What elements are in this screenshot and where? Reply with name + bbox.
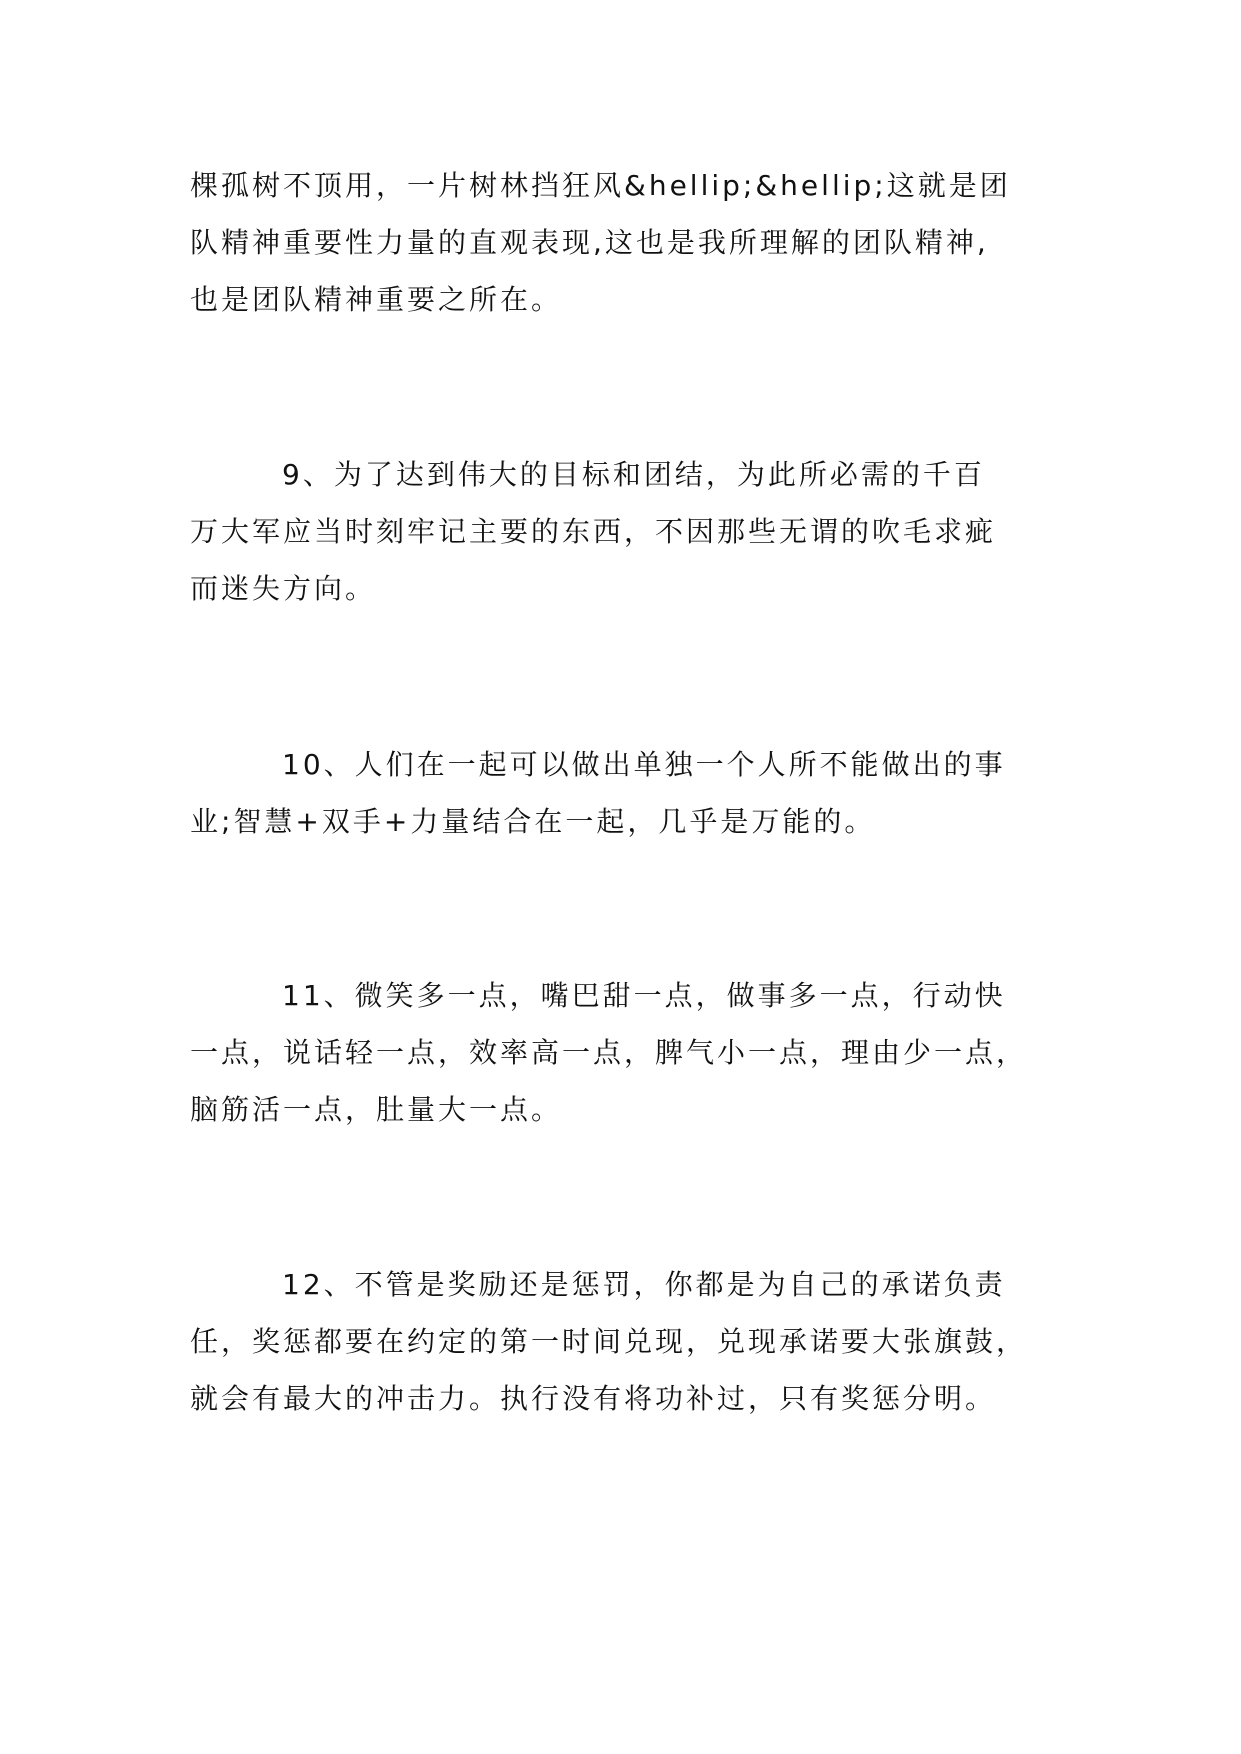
paragraph-line: 任，奖惩都要在约定的第一时间兑现，兑现承诺要大张旗鼓， [190,1325,1028,1358]
paragraph-line: 一点，说话轻一点，效率高一点，脾气小一点，理由少一点， [190,1036,1028,1069]
paragraph-line: 万大军应当时刻牢记主要的东西，不因那些无谓的吹毛求疵 [190,515,997,548]
paragraph-line: 12、不管是奖励还是惩罚，你都是为自己的承诺负责 [282,1268,1006,1301]
paragraph-line: 业;智慧+双手+力量结合在一起，几乎是万能的。 [190,805,876,838]
paragraph-line: 10、人们在一起可以做出单独一个人所不能做出的事 [282,748,1006,781]
paragraph-line: 棵孤树不顶用，一片树林挡狂风&hellip;&hellip;这就是团 [190,169,1011,202]
paragraph-line: 脑筋活一点，肚量大一点。 [190,1093,563,1126]
paragraph-line: 9、为了达到伟大的目标和团结，为此所必需的千百 [282,458,985,491]
paragraph-line: 11、微笑多一点，嘴巴甜一点，做事多一点，行动快 [282,979,1006,1012]
paragraph-line: 就会有最大的冲击力。执行没有将功补过，只有奖惩分明。 [190,1382,997,1415]
paragraph-line: 也是团队精神重要之所在。 [190,283,563,316]
paragraph-line: 而迷失方向。 [190,572,377,605]
paragraph-line: 队精神重要性力量的直观表现,这也是我所理解的团队精神, [190,226,989,259]
